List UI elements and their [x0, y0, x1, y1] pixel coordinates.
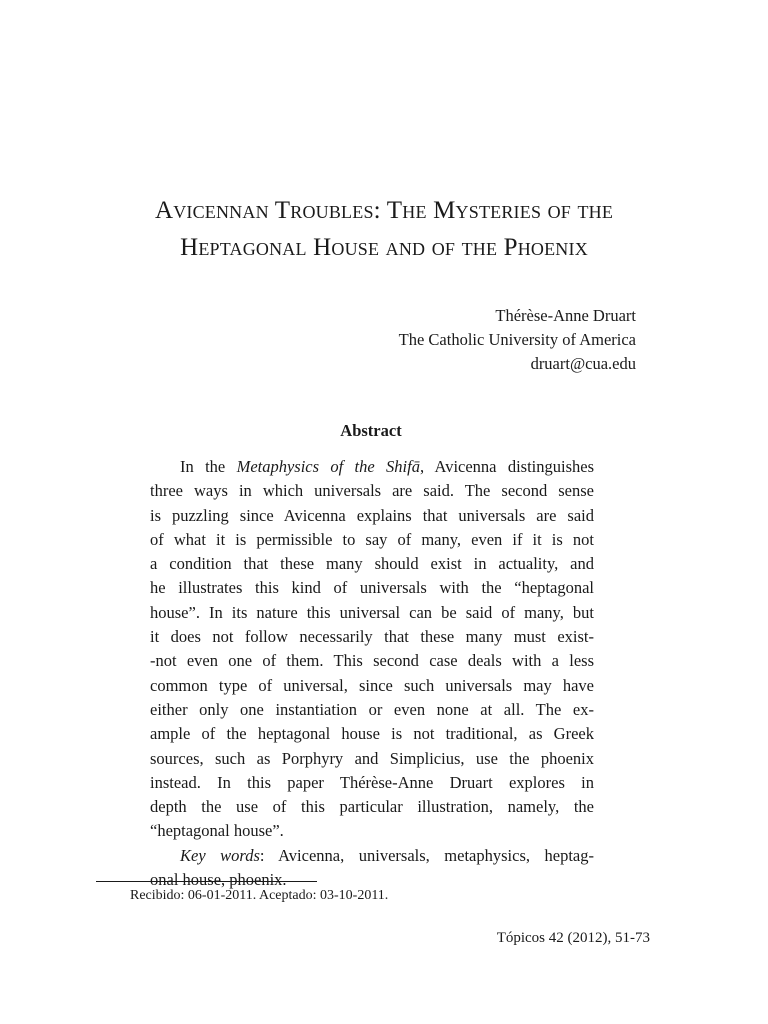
footnote-rule: [96, 881, 317, 882]
keywords-label: Key words: [180, 845, 260, 865]
abstract-line: either only one instantiation or even none at all. The ex-: [150, 699, 594, 719]
footnote: Recibido: 06-01-2011. Aceptado: 03-10-2011.: [130, 888, 389, 903]
keywords-line-2: onal house, phoenix.: [150, 870, 287, 890]
author-email: druart@cua.edu: [530, 354, 636, 373]
title-line-1: Avicennan Troubles: The Mysteries of the: [154, 197, 614, 224]
author-affiliation: The Catholic University of America: [398, 330, 636, 349]
work-title: Metaphysics of the Shifā: [236, 457, 420, 476]
abstract-intro-suffix: , Avicenna distinguishes: [419, 457, 595, 476]
abstract-line: “heptagonal house”.: [150, 821, 284, 841]
abstract-intro-prefix: In the: [180, 457, 237, 476]
journal-citation: Tópicos 42 (2012), 51-73: [496, 930, 650, 946]
abstract-line: sources, such as Porphyry and Simplicius, use the phoenix: [150, 748, 594, 768]
author-name: Thérèse-Anne Druart: [495, 306, 636, 325]
abstract-line: house”. In its nature this universal can be said of many, but: [150, 602, 594, 622]
abstract-body: [150, 455, 594, 892]
abstract-line: common type of universal, since such universals may have: [150, 675, 594, 695]
abstract-line: of what it is permissible to say of many, even if it is not: [150, 529, 594, 549]
abstract-line: instead. In this paper Thérèse-Anne Druart explores in: [150, 772, 594, 792]
title-line-2: Heptagonal House and of the Phoenix: [180, 234, 588, 261]
keywords-line: [150, 844, 594, 868]
abstract-heading: Abstract: [340, 421, 402, 440]
abstract-line: it does not follow necessarily that these many must exist-: [150, 627, 594, 647]
abstract-line: ample of the heptagonal house is not traditional, as Greek: [150, 724, 594, 744]
abstract-first-line: [150, 455, 594, 479]
abstract-line: three ways in which universals are said. The second sense: [150, 481, 594, 501]
abstract-line: a condition that these many should exist in actuality, and: [150, 554, 594, 574]
author-block: [399, 304, 636, 376]
abstract-line: is puzzling since Avicenna explains that universals are said: [150, 505, 594, 525]
keywords-text: : Avicenna, universals, metaphysics, heptag-: [259, 845, 594, 865]
abstract-line: -not even one of them. This second case deals with a less: [150, 651, 594, 671]
abstract-line: depth the use of this particular illustration, namely, the: [150, 797, 594, 817]
paper-title: [60, 192, 708, 266]
abstract-line: he illustrates this kind of universals with the “heptagonal: [150, 578, 594, 598]
